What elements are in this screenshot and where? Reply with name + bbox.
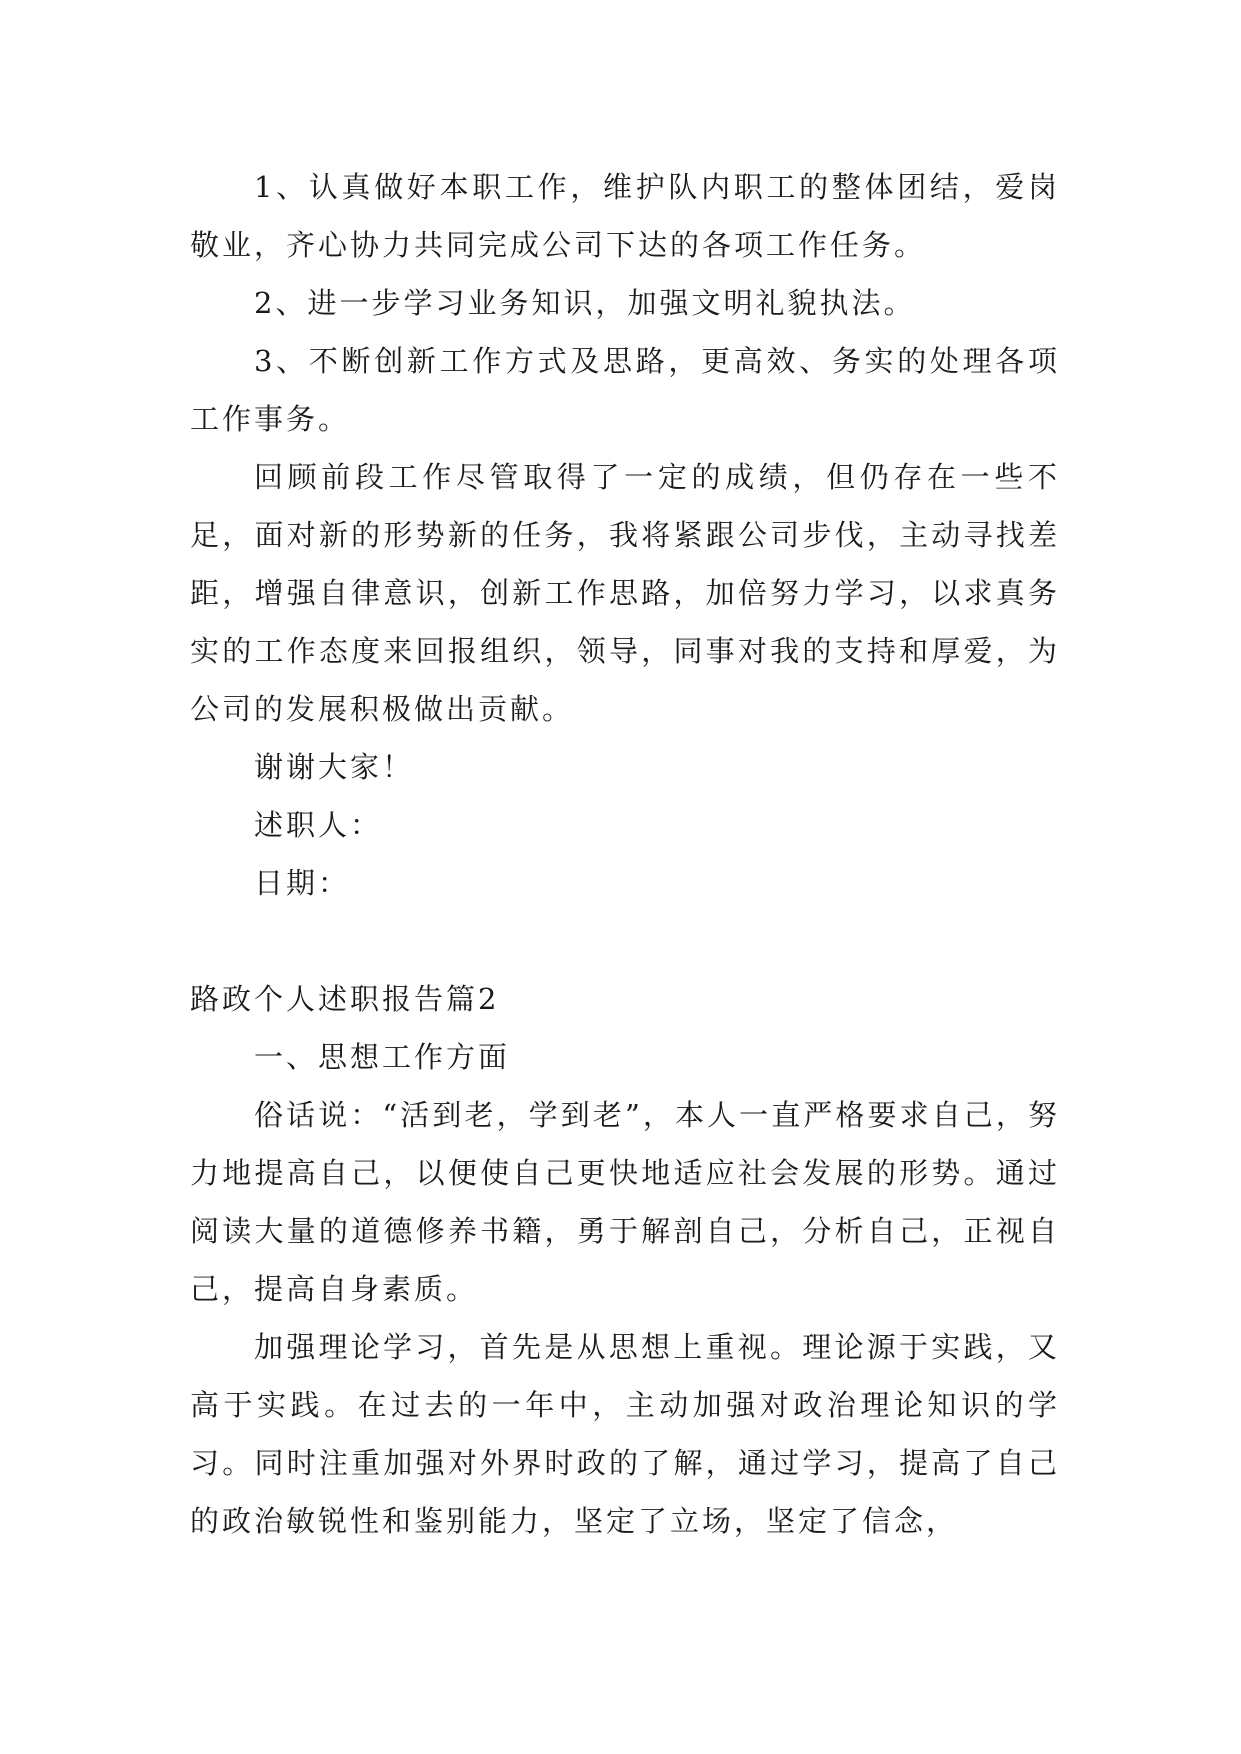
section-title: 路政个人述职报告篇2 — [190, 982, 500, 1016]
date-label: 日期： — [254, 866, 351, 900]
paragraph-1: 俗话说：“活到老，学到老”，本人一直严格要求自己，努力地提高自己，以便使自己更快地适应社会发展的形势。通过阅读大量的道德修养书籍，勇于解剖自己，分析自己，正视自己，提高自身素质。 — [190, 1098, 1060, 1306]
paragraph-2: 加强理论学习，首先是从思想上重视。理论源于实践，又高于实践。在过去的一年中，主动加强对政治理论知识的学习。同时注重加强对外界时政的了解，通过学习，提高了自己的政治敏锐性和鉴别能力，坚定了立场，坚定了信念， — [190, 1330, 1060, 1538]
section-gap — [190, 912, 1060, 970]
item-1: 1、认真做好本职工作，维护队内职工的整体团结，爱岗敬业，齐心协力共同完成公司下达的各项工作任务。 — [190, 170, 1060, 262]
conclusion-paragraph: 回顾前段工作尽管取得了一定的成绩，但仍存在一些不足，面对新的形势新的任务，我将紧跟公司步伐，主动寻找差距，增强自律意识，创新工作思路，加倍努力学习，以求真务实的工作态度来回报组织，领导，同事对我的支持和厚爱，为公司的发展积极做出贡献。 — [190, 460, 1060, 726]
item-3: 3、不断创新工作方式及思路，更高效、务实的处理各项工作事务。 — [190, 344, 1060, 436]
document-body — [190, 158, 1060, 1550]
thanks-line: 谢谢大家！ — [254, 750, 415, 784]
section-heading: 一、思想工作方面 — [254, 1040, 511, 1074]
item-2: 2、进一步学习业务知识，加强文明礼貌执法。 — [254, 286, 916, 320]
signature-label: 述职人： — [254, 808, 383, 842]
